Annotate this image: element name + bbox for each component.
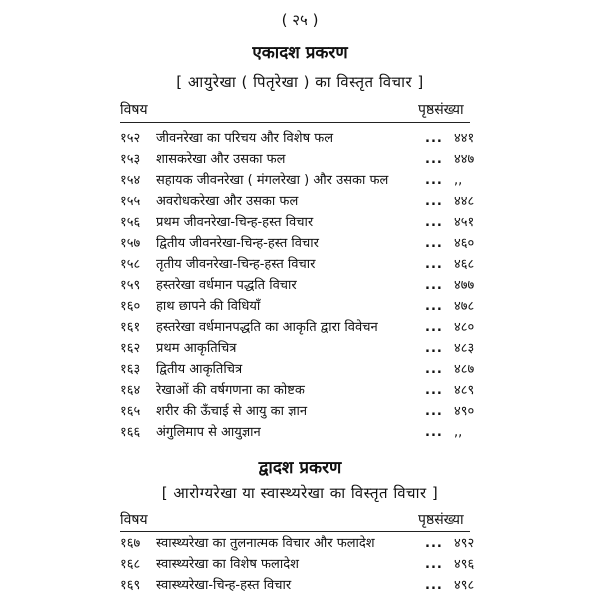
leader-dots: ... [425, 383, 443, 398]
toc-entry-title: सहायक जीवनरेखा ( मंगलरेखा ) और उसका फल [156, 173, 389, 188]
toc-entry-page: ४७७ [454, 278, 475, 293]
leader-dots: ... [425, 557, 443, 572]
toc-entry-number: १६५ [120, 404, 141, 419]
toc-entry-title: अवरोधकरेखा और उसका फल [156, 194, 299, 209]
column-header-pages: पृष्ठसंख्या [418, 512, 464, 528]
column-header-row [0, 510, 600, 530]
toc-entry [0, 275, 600, 296]
toc-entry-title: हस्तरेखा वर्धमानपद्धति का आकृति द्वारा विवेचन [156, 320, 378, 335]
toc-entry-number: १६३ [120, 362, 141, 377]
toc-entry-number: १५७ [120, 236, 141, 251]
toc-entry-number: १६७ [120, 536, 141, 551]
header-rule [120, 531, 470, 532]
column-header-subject: विषय [120, 102, 148, 118]
toc-entry [0, 575, 600, 596]
toc-entry-title: हस्तरेखा वर्धमान पद्धति विचार [156, 278, 297, 293]
toc-entry-title: स्वास्थ्यरेखा-चिन्ह-हस्त विचार [156, 578, 292, 593]
leader-dots: ... [425, 215, 443, 230]
page-number: ( २५ ) [281, 11, 319, 29]
section-title-ekadash: एकादश प्रकरण [252, 43, 348, 63]
leader-dots: ... [425, 299, 443, 314]
toc-entry-number: १५९ [120, 278, 141, 293]
toc-entry-title: तृतीय जीवनरेखा-चिन्ह-हस्त विचार [156, 257, 316, 272]
toc-entry-page: ४६० [454, 236, 475, 251]
leader-dots: ... [425, 341, 443, 356]
section-title-dvadash: द्वादश प्रकरण [258, 458, 342, 478]
toc-entry-number: १६२ [120, 341, 141, 356]
leader-dots: ... [425, 536, 443, 551]
toc-entry-number: १५३ [120, 152, 141, 167]
column-header-row [0, 100, 600, 120]
toc-entry-page: ४८३ [454, 341, 475, 356]
toc-entry [0, 191, 600, 212]
toc-entry [0, 254, 600, 275]
section-subtitle-ekadash: [ आयुरेखा ( पितृरेखा ) का विस्तृत विचार ] [176, 73, 424, 91]
toc-entry [0, 380, 600, 401]
toc-entry-page: ४४८ [454, 194, 475, 209]
toc-entry [0, 212, 600, 233]
toc-entry-number: १६९ [120, 578, 141, 593]
toc-entry [0, 317, 600, 338]
toc-entry-page: ४९८ [454, 578, 475, 593]
toc-entry-number: १६१ [120, 320, 141, 335]
column-header-subject: विषय [120, 512, 148, 528]
toc-entry-number: १५४ [120, 173, 141, 188]
toc-entry-number: १५५ [120, 194, 141, 209]
leader-dots: ... [425, 131, 443, 146]
toc-entry [0, 149, 600, 170]
toc-entry-number: १६४ [120, 383, 141, 398]
column-header-pages: पृष्ठसंख्या [418, 102, 464, 118]
leader-dots: ... [425, 152, 443, 167]
section-subtitle-dvadash: [ आरोग्यरेखा या स्वास्थ्यरेखा का विस्तृत विचार ] [161, 484, 439, 502]
toc-entry-title: शासकरेखा और उसका फल [156, 152, 286, 167]
toc-entry-number: १६६ [120, 425, 141, 440]
toc-entry-title: प्रथम जीवनरेखा-चिन्ह-हस्त विचार [156, 215, 314, 230]
toc-entry-page: ४८० [454, 320, 475, 335]
toc-entry [0, 401, 600, 422]
toc-entry-page: ४४७ [454, 152, 475, 167]
leader-dots: ... [425, 425, 443, 440]
toc-entry [0, 359, 600, 380]
toc-entry-title: रेखाओं की वर्षगणना का कोष्टक [156, 383, 305, 398]
leader-dots: ... [425, 257, 443, 272]
leader-dots: ... [425, 362, 443, 377]
toc-entry-page: ४९० [454, 404, 475, 419]
toc-entry-title: द्वितीय आकृतिचित्र [156, 362, 243, 377]
toc-entry-title: स्वास्थ्यरेखा का तुलनात्मक विचार और फलादेश [156, 536, 375, 551]
toc-entry-page: ४६८ [454, 257, 475, 272]
leader-dots: ... [425, 578, 443, 593]
toc-entry-page: ४४१ [454, 131, 475, 146]
header-rule [120, 122, 470, 123]
toc-entry [0, 233, 600, 254]
toc-entry-page: ,, [454, 173, 463, 188]
leader-dots: ... [425, 194, 443, 209]
toc-entry-title: शरीर की ऊँचाई से आयु का ज्ञान [156, 404, 308, 419]
toc-entry-page: ४८७ [454, 362, 475, 377]
toc-entry-number: १६० [120, 299, 141, 314]
toc-entry-number: १५२ [120, 131, 141, 146]
leader-dots: ... [425, 173, 443, 188]
toc-entry-title: हाथ छापने की विधियाँ [156, 299, 261, 314]
leader-dots: ... [425, 278, 443, 293]
toc-entry-number: १६८ [120, 557, 141, 572]
leader-dots: ... [425, 404, 443, 419]
toc-entry-title: द्वितीय जीवनरेखा-चिन्ह-हस्त विचार [156, 236, 319, 251]
toc-entry [0, 533, 600, 554]
toc-entry-title: जीवनरेखा का परिचय और विशेष फल [156, 131, 334, 146]
toc-entry [0, 554, 600, 575]
toc-entry-title: प्रथम आकृतिचित्र [156, 341, 237, 356]
toc-entry [0, 128, 600, 149]
toc-entry-page: ४७८ [454, 299, 475, 314]
toc-entry-title: स्वास्थ्यरेखा का विशेष फलादेश [156, 557, 299, 572]
toc-entry [0, 170, 600, 191]
toc-entry [0, 338, 600, 359]
toc-entry-page: ४५१ [454, 215, 475, 230]
toc-entry-number: १५६ [120, 215, 141, 230]
toc-entry-number: १५८ [120, 257, 141, 272]
leader-dots: ... [425, 320, 443, 335]
toc-entry [0, 422, 600, 443]
toc-entry-page: ४९६ [454, 557, 475, 572]
leader-dots: ... [425, 236, 443, 251]
toc-entry-page: ,, [454, 425, 463, 440]
toc-entry [0, 296, 600, 317]
toc-entry-page: ४८९ [454, 383, 475, 398]
toc-entry-title: अंगुलिमाप से आयुज्ञान [156, 425, 261, 440]
toc-entry-page: ४९२ [454, 536, 475, 551]
